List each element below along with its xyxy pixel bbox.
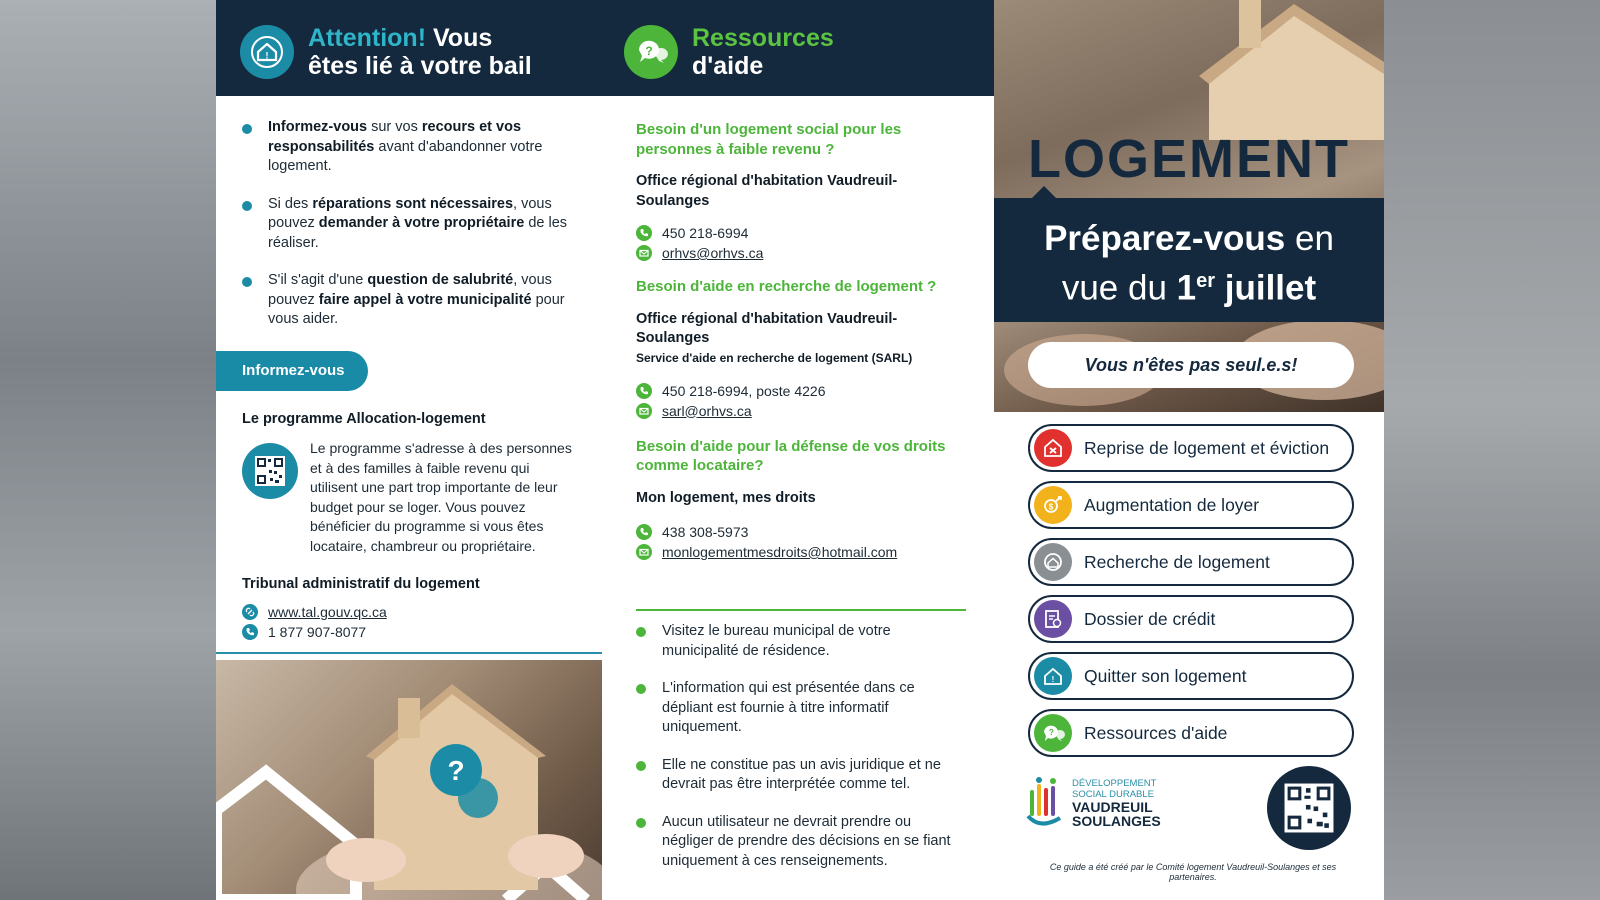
help-chat-icon — [624, 25, 678, 79]
phone-icon — [242, 624, 258, 640]
not-alone-badge: Vous n'êtes pas seul.e.s! — [1028, 342, 1354, 388]
resource-org: Mon logement, mes droits — [636, 489, 816, 506]
eviction-icon — [1034, 429, 1072, 467]
tal-phone: 1 877 907-8077 — [242, 622, 572, 642]
resource-email — [636, 542, 966, 562]
credit-file-icon — [1034, 600, 1072, 638]
email-icon — [636, 544, 652, 560]
header-rest: Vous — [426, 24, 493, 52]
qr-code-icon[interactable] — [242, 443, 298, 499]
resource-social-housing — [636, 120, 966, 263]
header-accent: Attention! — [308, 24, 427, 52]
resource-org: Office régional d'habitation Vaudreuil-Soulanges — [636, 173, 898, 209]
cover-hero — [994, 0, 1384, 412]
background-blur-right — [1384, 0, 1600, 900]
header-resources-line2: d'aide — [692, 52, 764, 80]
informez-vous-tab: Informez-vous — [216, 351, 368, 391]
resource-question: Besoin d'un logement social pour les personnes à faible revenu ? — [636, 121, 902, 158]
svg-text:?: ? — [645, 44, 653, 58]
column-divider — [216, 652, 602, 654]
header-resources-line1: Ressources — [692, 24, 834, 52]
brochure — [216, 0, 1384, 900]
cover-subtitle: Préparez-vous en vue du 1er juillet — [1044, 219, 1334, 308]
header-resources — [624, 24, 834, 80]
qr-code-large[interactable] — [1267, 766, 1351, 850]
svg-text:?: ? — [447, 755, 465, 786]
house-alert-icon — [240, 25, 294, 79]
link-icon — [242, 604, 258, 620]
topic-menu — [1028, 424, 1354, 766]
resource-phone: 438 308-5973 — [636, 522, 966, 542]
help-chat-icon — [1034, 714, 1072, 752]
resource-housing-search — [636, 277, 966, 421]
resource-phone: 450 218-6994, poste 4226 — [636, 381, 966, 401]
note-item: Elle ne constitue pas un avis juridique et ne devrait pas être interprétée comme tel. — [636, 756, 966, 795]
tal-title: Tribunal administratif du logement — [242, 576, 480, 592]
resource-email — [636, 401, 966, 421]
email-icon — [636, 403, 652, 419]
note-item: Visitez le bureau municipal de votre municipalité de résidence. — [636, 622, 966, 661]
svg-text:!: ! — [1051, 675, 1055, 684]
menu-item-rent-increase[interactable]: $ Augmentation de loyer — [1028, 481, 1354, 529]
cover-title: LOGEMENT — [1028, 129, 1350, 189]
phone-icon — [636, 225, 652, 241]
menu-item-eviction[interactable]: Reprise de logement et éviction — [1028, 424, 1354, 472]
email-link[interactable]: sarl@orhvs.ca — [662, 402, 752, 419]
email-link[interactable]: monlogementmesdroits@hotmail.com — [662, 544, 898, 560]
qr-code-icon — [1283, 782, 1335, 834]
resource-org: Office régional d'habitation Vaudreuil-Soulanges — [636, 310, 898, 346]
dsd-logo-icon — [1026, 776, 1064, 830]
program-title: Le programme Allocation-logement — [242, 411, 486, 427]
leave-home-icon — [1034, 657, 1072, 695]
resource-question: Besoin d'aide pour la défense de vos droits comme locataire? — [636, 437, 946, 474]
resource-email — [636, 243, 966, 263]
menu-item-leave-home[interactable]: ! Quitter son logement — [1028, 652, 1354, 700]
resource-phone: 450 218-6994 — [636, 223, 966, 243]
disclaimer-list — [636, 622, 966, 889]
note-item: Aucun utilisateur ne devrait prendre ou négliger de prendre des décisions en se fiant uniquement à ces renseignements. — [636, 813, 966, 872]
tal-website — [242, 602, 572, 622]
dsd-logo: DÉVELOPPEMENT SOCIAL DURABLE VAUDREUIL SOULANGES — [1026, 776, 1161, 830]
house-question-photo — [216, 660, 602, 900]
menu-item-credit-file[interactable]: Dossier de crédit — [1028, 595, 1354, 643]
program-description: Le programme s'adresse à des personnes et à des familles à faible revenu qui utilisent une part trop importante de leur budget pour se loger. Vous pouvez bénéficier du programme si vous êtes locataire, chambreur ou propriétaire. — [310, 440, 572, 554]
header-line2: êtes lié à votre bail — [308, 52, 532, 80]
brochure-credit: Ce guide a été créé par le Comité logement Vaudreuil-Soulanges et ses partenaires. — [1049, 862, 1337, 882]
attention-bullets — [242, 118, 582, 348]
rent-increase-icon — [1034, 486, 1072, 524]
svg-text:?: ? — [1049, 728, 1054, 737]
bullet-informez: Informez-vous sur vos recours et vos responsabilités avant d'abandonner votre logement. — [242, 118, 582, 177]
tal-section — [242, 576, 572, 642]
bullet-salubrite: S'il s'agit d'une question de salubrité, vous pouvez faire appel à votre municipalité pour vous aider. — [242, 271, 582, 330]
resource-tenant-rights — [636, 437, 966, 563]
cover-subtitle-box — [994, 198, 1384, 322]
note-item: L'information qui est présentée dans ce dépliant est fournie à titre informatif uniquement. — [636, 679, 966, 738]
phone-icon — [636, 524, 652, 540]
svg-text:!: ! — [265, 50, 269, 61]
email-link[interactable]: orhvs@orhvs.ca — [662, 245, 764, 261]
housing-search-icon — [1034, 543, 1072, 581]
phone-icon — [636, 383, 652, 399]
menu-item-help-resources[interactable]: ? Ressources d'aide — [1028, 709, 1354, 757]
resource-question: Besoin d'aide en recherche de logement ? — [636, 278, 937, 295]
allocation-logement-section — [242, 411, 572, 556]
tal-url-link[interactable]: www.tal.gouv.qc.ca — [268, 604, 387, 620]
svg-text:$: $ — [1048, 502, 1054, 512]
resources-column — [636, 120, 966, 562]
bullet-reparations: Si des réparations sont nécessaires, vous pouvez demander à votre propriétaire de les réaliser. — [242, 195, 582, 254]
background-blur-left — [0, 0, 216, 900]
header-attention — [240, 24, 532, 80]
green-divider — [636, 609, 966, 611]
resource-service: Service d'aide en recherche de logement (SARL) — [636, 350, 913, 365]
menu-item-housing-search[interactable]: Recherche de logement — [1028, 538, 1354, 586]
email-icon — [636, 245, 652, 261]
